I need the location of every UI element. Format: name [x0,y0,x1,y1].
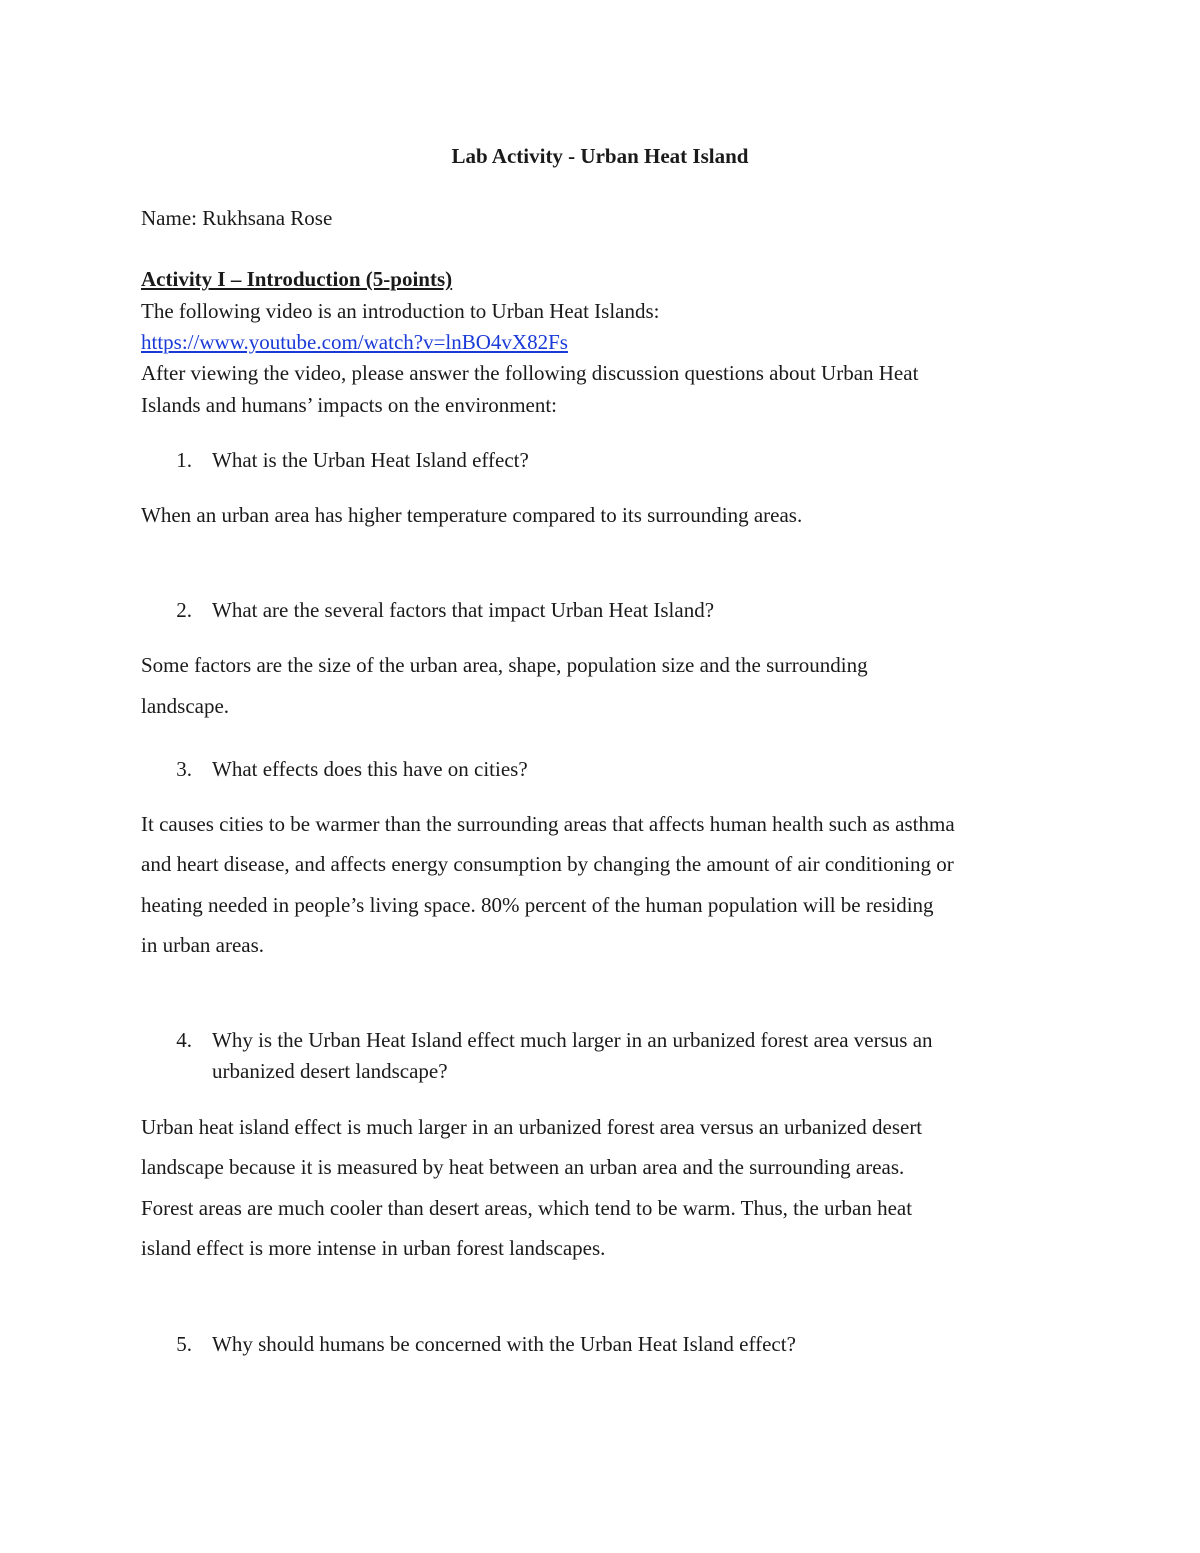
question-text: What effects does this have on cities? [212,757,528,781]
answer-text: landscape. [141,694,230,718]
question-number: 5. [176,1332,192,1356]
question-number: 2. [176,598,192,622]
question-number: 3. [176,757,192,781]
student-name: Name: Rukhsana Rose [141,206,333,230]
intro-text: Islands and humans’ impacts on the environment: [141,393,558,417]
answer-text: Forest areas are much cooler than desert areas, which tend to be warm. Thus, the urban heat [141,1196,913,1220]
answer-text: in urban areas. [141,933,265,957]
answer-text: and heart disease, and affects energy consumption by changing the amount of air conditioning or [141,852,954,876]
page-title: Lab Activity - Urban Heat Island [451,144,749,168]
answer-text: Some factors are the size of the urban area, shape, population size and the surrounding [141,653,868,677]
answer-text: heating needed in people’s living space. 80% percent of the human population will be residing [141,893,934,917]
answer-text: It causes cities to be warmer than the surrounding areas that affects human health such as asthma [141,812,955,836]
question-text: Why should humans be concerned with the Urban Heat Island effect? [212,1332,796,1356]
question-text: What are the several factors that impact Urban Heat Island? [212,598,715,622]
answer-text: Urban heat island effect is much larger in an urbanized forest area versus an urbanized desert [141,1115,923,1139]
activity-heading: Activity I – Introduction (5-points) [141,267,453,291]
question-text: urbanized desert landscape? [212,1059,448,1083]
intro-text: After viewing the video, please answer the following discussion questions about Urban Heat [141,361,919,385]
question-text: What is the Urban Heat Island effect? [212,448,529,472]
answer-text: island effect is more intense in urban forest landscapes. [141,1236,606,1260]
answer-text: landscape because it is measured by heat between an urban area and the surrounding areas. [141,1155,905,1179]
question-text: Why is the Urban Heat Island effect much larger in an urbanized forest area versus an [212,1028,933,1052]
question-number: 1. [176,448,192,472]
answer-text: When an urban area has higher temperature compared to its surrounding areas. [141,503,803,527]
question-number: 4. [176,1028,192,1052]
intro-text: The following video is an introduction to Urban Heat Islands: [141,299,660,323]
video-link[interactable]: https://www.youtube.com/watch?v=lnBO4vX82Fs [141,330,568,354]
